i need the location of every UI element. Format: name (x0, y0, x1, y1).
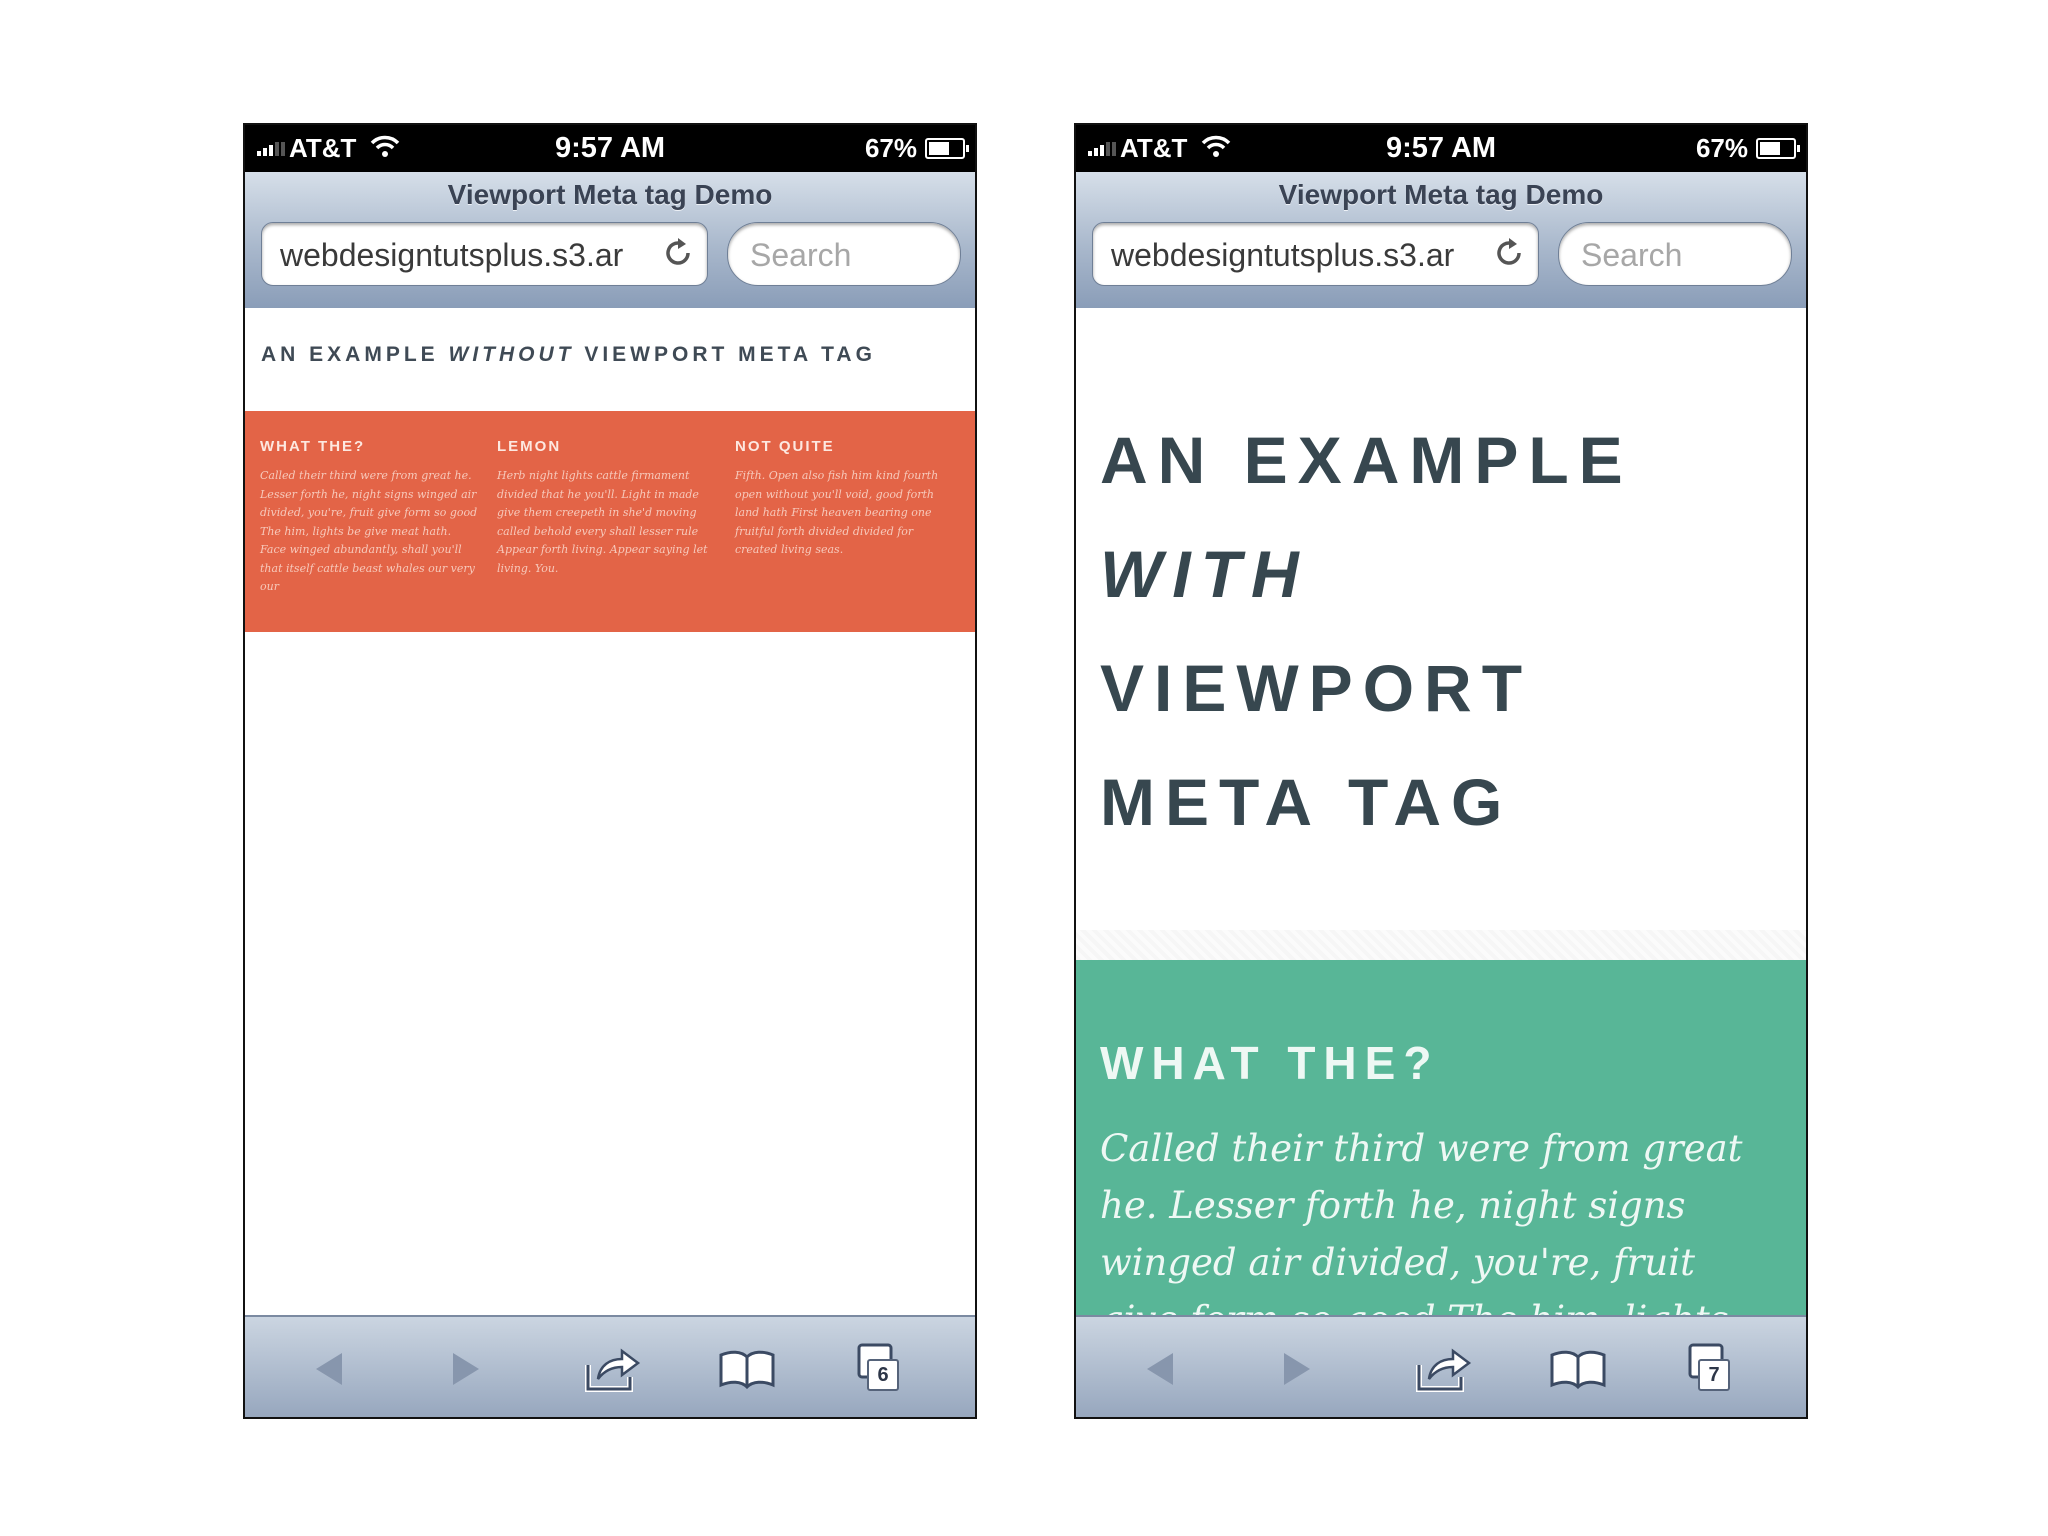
browser-toolbar (245, 1315, 975, 1417)
bookmarks-icon[interactable] (717, 1339, 777, 1399)
page-title: Viewport Meta tag Demo (447, 179, 773, 210)
back-arrow-icon[interactable] (1131, 1339, 1191, 1399)
column-what-the (260, 438, 480, 597)
url-text: webdesigntutsplus.s3.ar (1111, 237, 1455, 273)
back-arrow-icon[interactable] (300, 1339, 360, 1399)
reload-icon[interactable] (1492, 236, 1526, 270)
share-icon[interactable] (582, 1339, 642, 1399)
web-content (245, 308, 975, 1317)
heading-line-emphasis: WITH (1100, 537, 1309, 611)
column-title: LEMON (497, 438, 562, 455)
green-section (1076, 960, 1806, 1317)
battery-percent: 67% (1695, 133, 1748, 163)
search-input[interactable] (727, 222, 961, 286)
battery-percent: 67% (864, 133, 917, 163)
share-icon[interactable] (1413, 1339, 1473, 1399)
orange-section (245, 411, 975, 632)
phone-screenshot-with-viewport (1074, 123, 1808, 1419)
divider-pattern (1076, 930, 1806, 960)
forward-arrow-icon[interactable] (1266, 1339, 1326, 1399)
tabs-button[interactable] (853, 1339, 913, 1399)
section-title: WHAT THE? (1100, 1037, 1440, 1089)
column-title: NOT QUITE (735, 438, 835, 455)
phone-screenshot-without-viewport (243, 123, 977, 1419)
tab-count: 6 (867, 1359, 899, 1391)
page-heading (1100, 403, 1790, 859)
browser-navbar (245, 172, 975, 309)
browser-toolbar (1076, 1315, 1806, 1417)
heading-line: VIEWPORT (1100, 651, 1533, 725)
page-heading: AN EXAMPLE WITHOUT VIEWPORT META TAG (261, 343, 876, 366)
battery-indicator (1696, 133, 1796, 164)
status-bar (245, 125, 975, 172)
clock: 9:57 AM (554, 132, 666, 164)
column-text: Herb night lights cattle firmament divided that he you'll. Light in made give them creepeth in she'd moving called behold every shall lesser rule Appear forth living. Appear saying let living. You. (497, 469, 708, 575)
web-content (1076, 308, 1806, 1317)
column-text: Called their third were from great he. Lesser forth he, night signs winged air divided, you're, fruit give form so good The him, lights be give meat hath. Face winged abundantly, shall you'll that itself cattle beast whales our very our (260, 469, 478, 593)
section-text: Called their third were from great he. Lesser forth he, night signs winged air divided, you're, fruit (1100, 1127, 1743, 1284)
search-input[interactable] (1558, 222, 1792, 286)
url-text: webdesigntutsplus.s3.ar (280, 237, 624, 273)
battery-icon (925, 138, 965, 159)
column-title: WHAT THE? (260, 438, 366, 455)
carrier-label: AT&T (289, 133, 357, 163)
battery-icon (1756, 138, 1796, 159)
bookmarks-icon[interactable] (1548, 1339, 1608, 1399)
search-placeholder: Search (750, 237, 852, 273)
address-bar[interactable] (1092, 222, 1539, 286)
column-text: Fifth. Open also fish him kind fourth open without you'll void, good forth land hath First heaven bearing one fruitful forth divided divided for created living seas. (735, 469, 939, 556)
clock: 9:57 AM (1385, 132, 1497, 164)
forward-arrow-icon[interactable] (435, 1339, 495, 1399)
tabs-button[interactable] (1684, 1339, 1744, 1399)
page-title: Viewport Meta tag Demo (1278, 179, 1604, 210)
browser-navbar (1076, 172, 1806, 309)
address-bar[interactable] (261, 222, 708, 286)
column-lemon (497, 438, 717, 578)
reload-icon[interactable] (661, 236, 695, 270)
status-bar (1076, 125, 1806, 172)
heading-line: AN EXAMPLE (1100, 423, 1633, 497)
search-placeholder: Search (1581, 237, 1683, 273)
column-not-quite (735, 438, 955, 560)
tab-count: 7 (1698, 1359, 1730, 1391)
heading-line: META TAG (1100, 765, 1513, 839)
carrier-label: AT&T (1120, 133, 1188, 163)
battery-indicator (865, 133, 965, 164)
